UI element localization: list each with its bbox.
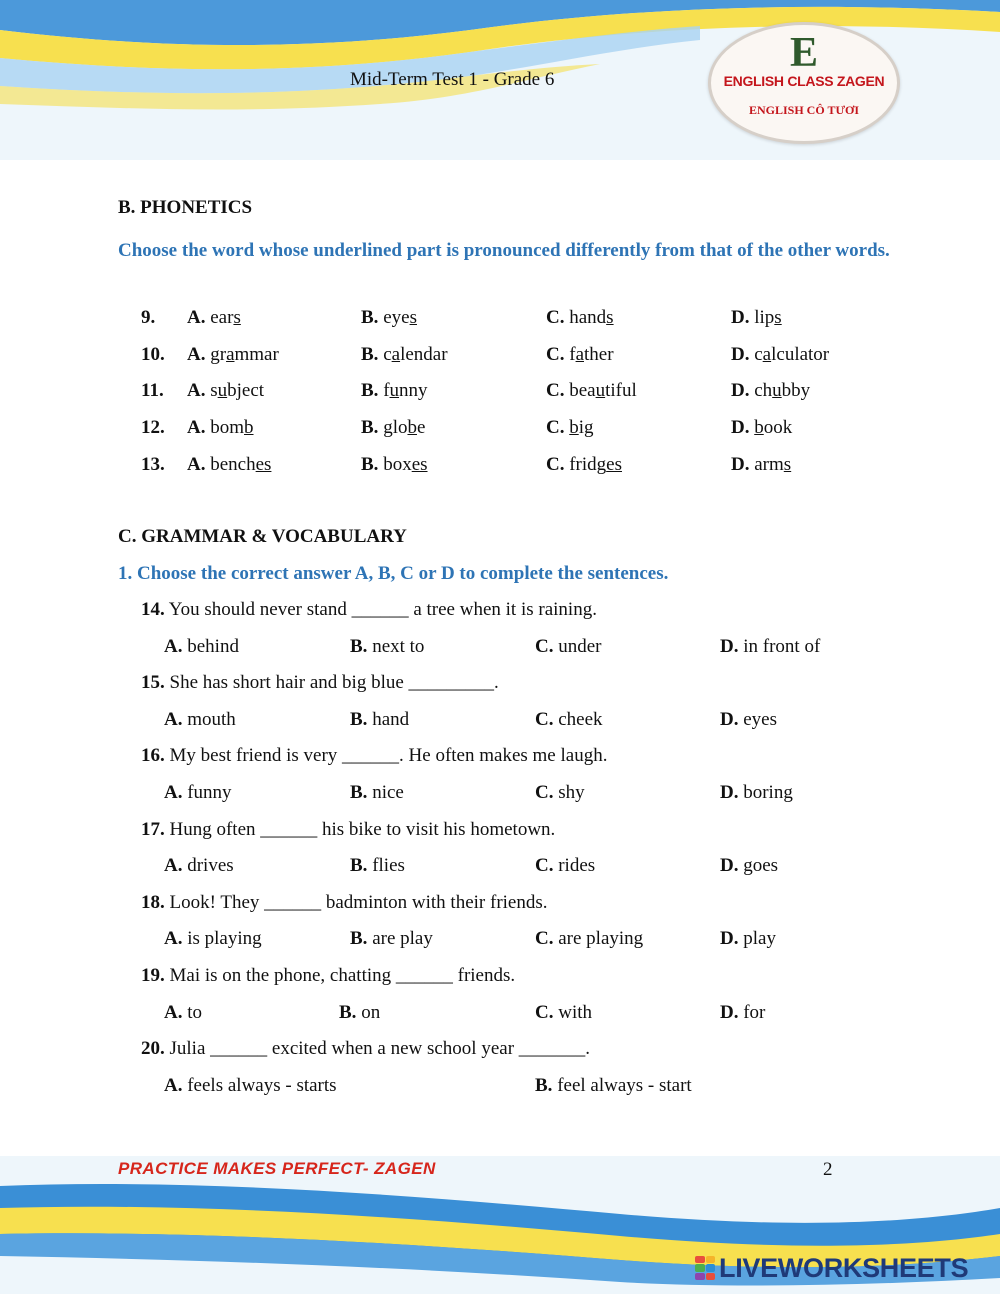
answer-option[interactable] [731, 344, 829, 366]
word-part: c [383, 343, 392, 365]
option-text: hand [372, 708, 410, 730]
option-text: boring [743, 782, 793, 803]
answer-option[interactable] [720, 709, 777, 731]
option-text: play [743, 928, 776, 950]
option-letter: D. [720, 1001, 739, 1023]
underlined-part: a [391, 343, 401, 365]
answer-option[interactable] [546, 454, 622, 476]
option-letter: C. [546, 380, 565, 402]
answer-option[interactable] [350, 855, 405, 877]
answer-option[interactable] [187, 380, 264, 402]
answer-option[interactable] [535, 782, 585, 804]
option-letter: B. [350, 708, 368, 730]
answer-option[interactable] [731, 454, 791, 476]
option-letter: A. [187, 307, 206, 328]
option-letter: A. [164, 855, 183, 877]
option-text: cheek [558, 708, 603, 730]
option-text: for [743, 1001, 766, 1023]
question-number: 10. [141, 343, 165, 365]
underlined-part: s [606, 307, 614, 328]
option-letter: A. [164, 782, 183, 803]
question-number: 9. [141, 307, 156, 328]
underlined-part: es [606, 453, 622, 475]
document-title: Mid-Term Test 1 - Grade 6 [350, 69, 555, 90]
underlined-part: s [783, 453, 792, 475]
answer-option[interactable] [546, 344, 614, 366]
question-sentence: Julia ______ excited when a new school year _______. [169, 1038, 591, 1060]
answer-option[interactable] [720, 928, 776, 950]
underlined-part: u [217, 380, 228, 402]
word-part: eye [383, 307, 410, 328]
question-sentence: She has short hair and big blue _________. [169, 672, 499, 694]
word-part: ig [578, 417, 594, 439]
answer-option[interactable] [535, 855, 595, 877]
option-letter: B. [350, 782, 368, 803]
question-sentence: You should never stand ______ a tree when it is raining. [168, 599, 597, 620]
word-part: f [569, 343, 576, 365]
option-text: goes [743, 855, 779, 877]
word-part: lculator [771, 343, 830, 365]
word-part: hand [569, 307, 607, 328]
section-heading-grammar: C. GRAMMAR & VOCABULARY [118, 526, 407, 547]
underlined-part: s [233, 307, 241, 328]
option-letter: B. [350, 635, 368, 657]
word-part: bby [781, 380, 811, 402]
word-part: bom [210, 417, 245, 439]
question-text [141, 965, 515, 987]
word-part: lip [754, 307, 775, 328]
underlined-part: a [226, 343, 235, 365]
option-letter: D. [731, 307, 750, 328]
question-number: 19. [141, 965, 165, 986]
option-letter: D. [720, 635, 739, 657]
option-text: are playing [558, 928, 644, 950]
answer-option[interactable] [731, 307, 782, 329]
underlined-part: b [244, 417, 254, 439]
question-number: 16. [141, 745, 165, 767]
option-letter: D. [731, 380, 750, 402]
question-number: 17. [141, 818, 165, 840]
option-letter: C. [535, 782, 554, 803]
underlined-part: b [407, 417, 417, 439]
section-heading-phonetics: B. PHONETICS [118, 197, 253, 218]
answer-option[interactable] [164, 782, 232, 804]
option-text: under [558, 635, 602, 657]
option-text: rides [558, 855, 596, 877]
liveworksheets-brand[interactable] [695, 1253, 968, 1283]
option-text: next to [372, 635, 425, 657]
answer-option[interactable] [164, 855, 234, 877]
word-part: bench [210, 453, 256, 475]
underlined-part: es [255, 453, 272, 475]
option-letter: A. [187, 453, 206, 475]
footer-slogan: PRACTICE MAKES PERFECT- ZAGEN [118, 1159, 436, 1178]
word-part: ch [754, 380, 773, 402]
option-letter: C. [535, 708, 554, 730]
word-part: ther [584, 343, 614, 365]
question-text [141, 819, 555, 841]
answer-option[interactable] [535, 636, 602, 658]
option-text: nice [372, 782, 404, 803]
question-number: 15. [141, 672, 165, 694]
underlined-part: u [595, 380, 606, 402]
answer-option[interactable] [361, 344, 448, 366]
word-part: ook [763, 417, 793, 439]
answer-option[interactable] [350, 928, 433, 950]
grammar-instruction: 1. Choose the correct answer A, B, C or D to complete the sentences. [118, 563, 669, 584]
question-number: 14. [141, 599, 165, 620]
question-sentence: Hung often ______ his bike to visit his hometown. [169, 818, 556, 840]
underlined-part: b [569, 417, 579, 439]
option-text: funny [187, 782, 232, 803]
question-number: 13. [141, 453, 165, 475]
option-letter: A. [164, 635, 183, 657]
question-number: 18. [141, 891, 165, 913]
option-letter: D. [720, 928, 739, 950]
word-part: bject [227, 380, 265, 402]
answer-option[interactable] [535, 1075, 692, 1097]
option-text: to [187, 1001, 203, 1023]
word-part: tiful [605, 380, 637, 402]
option-letter: A. [164, 928, 183, 950]
option-letter: C. [546, 453, 565, 475]
word-part: box [383, 453, 412, 475]
question-text [141, 1038, 590, 1060]
option-letter: B. [350, 928, 368, 950]
question-sentence: Mai is on the phone, chatting ______ friends. [169, 965, 516, 986]
answer-option[interactable] [535, 709, 603, 731]
answer-option[interactable] [187, 344, 279, 366]
answer-option[interactable] [546, 380, 637, 402]
underlined-part: es [411, 453, 428, 475]
question-text [141, 599, 597, 621]
answer-option[interactable] [164, 709, 236, 731]
answer-option[interactable] [720, 1002, 765, 1024]
option-text: eyes [743, 708, 777, 730]
word-part: nny [399, 380, 428, 402]
underlined-part: u [389, 380, 400, 402]
option-letter: A. [187, 343, 206, 365]
option-letter: C. [535, 928, 554, 950]
answer-option[interactable] [350, 782, 404, 804]
option-letter: B. [350, 855, 368, 877]
option-letter: D. [720, 855, 739, 877]
word-part: gr [210, 343, 227, 365]
answer-option[interactable] [731, 417, 792, 439]
word-part: s [210, 380, 218, 402]
option-letter: C. [535, 1001, 554, 1023]
option-text: behind [187, 635, 239, 657]
option-letter: B. [361, 417, 379, 439]
word-part: arm [754, 453, 784, 475]
option-letter: A. [164, 1074, 183, 1096]
option-letter: B. [339, 1001, 357, 1023]
page-number: 2 [823, 1159, 833, 1180]
option-letter: C. [546, 343, 565, 365]
option-text: drives [187, 855, 234, 877]
logo-letter: E [789, 30, 818, 76]
option-text: feels always - starts [187, 1074, 337, 1096]
word-part: bea [569, 380, 596, 402]
option-letter: B. [361, 307, 379, 328]
question-sentence: My best friend is very ______. He often makes me laugh. [169, 745, 608, 767]
answer-option[interactable] [731, 380, 810, 402]
option-letter: B. [361, 343, 379, 365]
underlined-part: s [774, 307, 782, 328]
option-text: mouth [187, 708, 236, 730]
word-part: e [416, 417, 426, 439]
answer-option[interactable] [361, 417, 425, 439]
option-letter: C. [535, 635, 554, 657]
word-part: fridg [569, 453, 607, 475]
liveworksheets-wordmark: LIVEWORKSHEETS [719, 1252, 969, 1283]
word-part: lendar [400, 343, 448, 365]
answer-option[interactable] [361, 454, 428, 476]
answer-option[interactable] [720, 855, 778, 877]
question-number: 11. [141, 380, 164, 402]
answer-option[interactable] [546, 307, 614, 329]
underlined-part: a [575, 343, 584, 365]
option-letter: C. [546, 417, 565, 439]
option-text: flies [372, 855, 405, 877]
option-letter: D. [720, 782, 739, 803]
answer-option[interactable] [164, 636, 239, 658]
answer-option[interactable] [361, 380, 428, 402]
answer-option[interactable] [164, 928, 262, 950]
option-text: shy [558, 782, 585, 803]
option-text: is playing [187, 928, 262, 950]
option-letter: D. [731, 343, 750, 365]
option-letter: A. [187, 417, 206, 439]
answer-option[interactable] [350, 636, 424, 658]
logo-subtitle: ENGLISH CÔ TƯƠI [748, 103, 860, 117]
underlined-part: b [754, 417, 764, 439]
word-part: c [754, 343, 763, 365]
underlined-part: s [409, 307, 417, 328]
option-letter: D. [720, 708, 739, 730]
answer-option[interactable] [339, 1002, 380, 1024]
underlined-part: a [762, 343, 772, 365]
option-text: with [558, 1001, 593, 1023]
answer-option[interactable] [164, 1075, 337, 1097]
option-letter: A. [164, 1001, 183, 1023]
answer-option[interactable] [187, 307, 241, 329]
liveworksheets-icon [695, 1256, 715, 1280]
option-letter: D. [731, 417, 750, 439]
option-text: in front of [743, 635, 821, 657]
option-letter: C. [535, 855, 554, 877]
option-letter: C. [546, 307, 565, 328]
question-number: 12. [141, 417, 165, 439]
question-text [141, 672, 499, 694]
class-logo [708, 22, 900, 144]
phonetics-instruction: Choose the word whose underlined part is pronounced differently from that of the other words. [118, 240, 890, 261]
answer-option[interactable] [350, 709, 409, 731]
answer-option[interactable] [720, 636, 820, 658]
question-text [141, 745, 607, 767]
option-letter: A. [164, 708, 183, 730]
answer-option[interactable] [546, 417, 594, 439]
option-letter: D. [731, 453, 750, 475]
answer-option[interactable] [535, 1002, 592, 1024]
word-part: f [383, 380, 390, 402]
answer-option[interactable] [361, 307, 417, 329]
answer-option[interactable] [720, 782, 793, 804]
option-letter: B. [535, 1074, 553, 1096]
option-text: on [361, 1001, 381, 1023]
word-part: mmar [234, 343, 279, 365]
option-text: are play [372, 928, 433, 950]
answer-option[interactable] [164, 1002, 202, 1024]
option-text: feel always - start [557, 1074, 692, 1096]
option-letter: B. [361, 453, 379, 475]
answer-option[interactable] [535, 928, 643, 950]
logo-title: ENGLISH CLASS ZAGEN [723, 73, 885, 89]
question-number: 20. [141, 1038, 165, 1060]
answer-option[interactable] [187, 454, 271, 476]
word-part: ear [210, 307, 234, 328]
question-sentence: Look! They ______ badminton with their friends. [169, 891, 548, 913]
answer-option[interactable] [187, 417, 254, 439]
word-part: glo [383, 417, 408, 439]
underlined-part: u [772, 380, 782, 402]
option-letter: B. [361, 380, 379, 402]
question-text [141, 892, 548, 914]
option-letter: A. [187, 380, 206, 402]
